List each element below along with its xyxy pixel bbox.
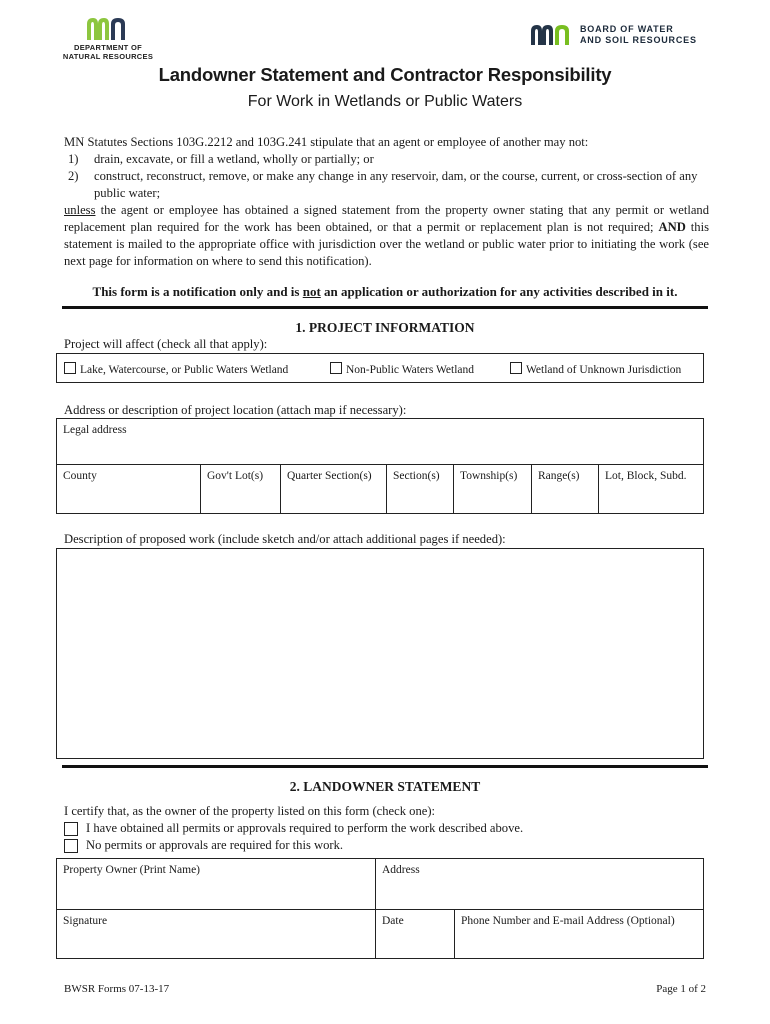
township-field[interactable] xyxy=(453,464,532,514)
description-label: Description of proposed work (include sketch and/or attach additional pages if needed): xyxy=(64,532,506,546)
option-unknown-jurisdiction[interactable] xyxy=(510,362,681,376)
signature-field[interactable] xyxy=(56,909,376,959)
section1-heading: 1. PROJECT INFORMATION xyxy=(295,320,475,335)
lot-block-subd-label: Lot, Block, Subd. xyxy=(605,470,687,482)
section-divider xyxy=(62,306,708,309)
address-label: Address xyxy=(382,864,420,876)
certify-text: I certify that, as the owner of the property listed on this form (check one): xyxy=(64,804,436,818)
page-title: Landowner Statement and Contractor Responsibility xyxy=(158,64,612,85)
list-item xyxy=(68,151,709,168)
address-label: Address or description of project location (attach map if necessary): xyxy=(64,403,407,417)
list-number: 2) xyxy=(68,169,79,183)
affect-label: Project will affect (check all that apply): xyxy=(64,337,268,351)
notice-part1: This form is a notification only and is xyxy=(92,284,303,299)
county-field[interactable] xyxy=(56,464,201,514)
owner-name-label: Property Owner (Print Name) xyxy=(63,864,201,876)
option-label: Wetland of Unknown Jurisdiction xyxy=(526,364,682,376)
phone-email-label: Phone Number and E-mail Address (Optional) xyxy=(461,915,675,927)
mn-logo-icon xyxy=(85,16,131,42)
checkbox[interactable] xyxy=(64,362,76,374)
checkbox[interactable] xyxy=(510,362,522,374)
legal-address-field[interactable] xyxy=(56,418,704,465)
option-non-public-wetland[interactable] xyxy=(330,362,474,376)
mn-logo-icon xyxy=(530,24,574,46)
section-field[interactable] xyxy=(386,464,454,514)
list-text: construct, reconstruct, remove, or make any change in any reservoir, dam, or the course, current, or cross-section of any public water; xyxy=(94,169,698,200)
signature-label: Signature xyxy=(63,915,108,927)
statute-paragraph xyxy=(64,202,709,270)
no-permits-option[interactable] xyxy=(64,838,343,853)
date-field[interactable] xyxy=(375,909,455,959)
list-item xyxy=(68,168,709,202)
option-label: Lake, Watercourse, or Public Waters Wetland xyxy=(80,364,289,376)
dnr-logo xyxy=(58,16,158,61)
list-text: drain, excavate, or fill a wetland, wholly or partially; or xyxy=(94,152,374,166)
page-subtitle: For Work in Wetlands or Public Waters xyxy=(247,93,523,110)
notification-notice xyxy=(0,284,770,300)
section-divider xyxy=(62,765,708,768)
owner-name-field[interactable] xyxy=(56,858,376,910)
section-label: Section(s) xyxy=(393,470,440,482)
option-label: Non-Public Waters Wetland xyxy=(346,364,475,376)
para-part2: this statement is mailed to the appropriate office with jurisdiction over the wetland or public water prior to initiating the work (see next page for information on where to send this notification). xyxy=(64,220,709,268)
bwsr-org-line1: BOARD OF WATER xyxy=(580,24,674,34)
section2-heading: 2. LANDOWNER STATEMENT xyxy=(289,779,481,794)
notice-not: not xyxy=(302,284,321,299)
range-label: Range(s) xyxy=(538,470,580,482)
owner-address-field[interactable] xyxy=(375,858,704,910)
govt-lot-label: Gov't Lot(s) xyxy=(207,470,264,482)
list-number: 1) xyxy=(68,152,79,166)
unless-word: unless xyxy=(64,203,96,217)
statute-list xyxy=(68,151,709,202)
option-label: No permits or approvals are required for this work. xyxy=(86,838,344,852)
govt-lot-field[interactable] xyxy=(200,464,281,514)
range-field[interactable] xyxy=(531,464,599,514)
checkbox[interactable] xyxy=(64,822,78,836)
checkbox[interactable] xyxy=(64,839,78,853)
statute-intro: MN Statutes Sections 103G.2212 and 103G.241 stipulate that an agent or employee of another may not: xyxy=(64,135,589,149)
and-word: AND xyxy=(658,220,686,234)
page-number: Page 1 of 2 xyxy=(656,983,706,995)
legal-address-label: Legal address xyxy=(63,424,127,436)
option-public-waters[interactable] xyxy=(64,362,288,376)
notice-part2: an application or authorization for any activities described in it. xyxy=(320,284,678,299)
date-label: Date xyxy=(382,915,404,927)
permits-obtained-option[interactable] xyxy=(64,821,523,836)
bwsr-logo xyxy=(530,24,697,46)
county-label: County xyxy=(63,470,97,482)
township-label: Township(s) xyxy=(460,470,518,482)
phone-email-field[interactable] xyxy=(454,909,704,959)
dnr-org-line2: NATURAL RESOURCES xyxy=(62,51,154,61)
dnr-org-line1: DEPARTMENT OF xyxy=(74,43,142,52)
lot-block-subd-field[interactable] xyxy=(598,464,704,514)
option-label: I have obtained all permits or approvals required to perform the work described above. xyxy=(86,821,524,835)
checkbox[interactable] xyxy=(330,362,342,374)
form-id: BWSR Forms 07-13-17 xyxy=(64,983,170,995)
quarter-section-label: Quarter Section(s) xyxy=(287,470,372,482)
description-field[interactable] xyxy=(56,548,704,759)
quarter-section-field[interactable] xyxy=(280,464,387,514)
para-part1: the agent or employee has obtained a signed statement from the property owner stating that any permit or wetland replacement plan required for the work has been obtained, or that a permit or replacement plan is not required; xyxy=(64,203,709,234)
bwsr-org-line2: AND SOIL RESOURCES xyxy=(580,35,697,45)
